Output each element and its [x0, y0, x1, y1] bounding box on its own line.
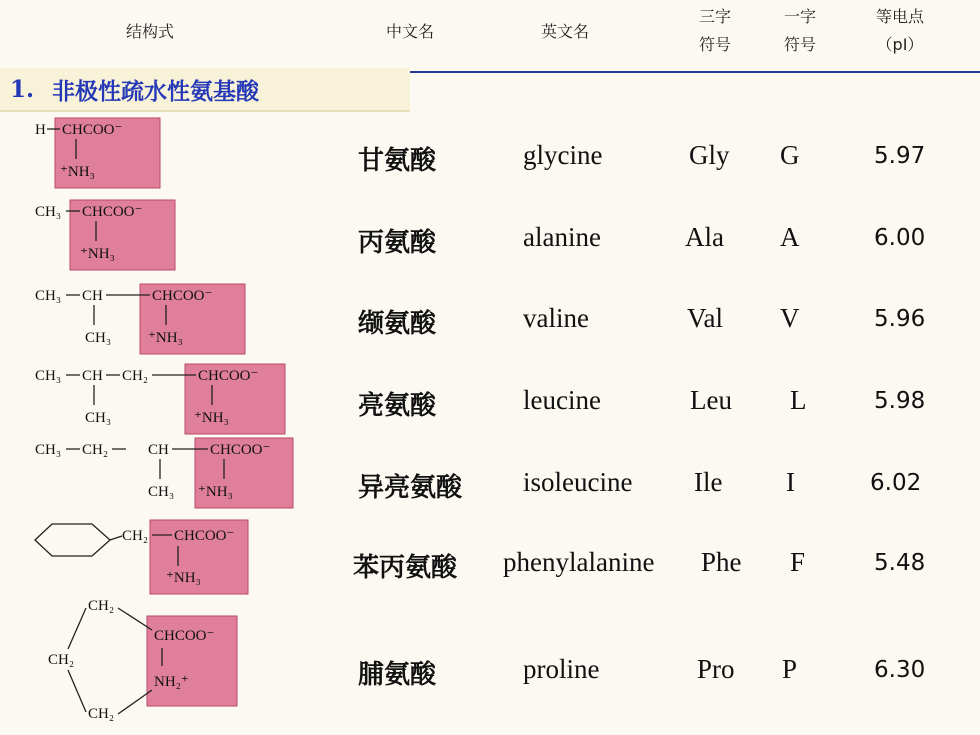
cell-cn: 甘氨酸 [358, 146, 437, 176]
header-english-name: 英文名 [540, 22, 589, 41]
cell-three: Ile [694, 467, 723, 497]
f-ch3-sub: CH₃ [85, 410, 112, 426]
cell-en: isoleucine [523, 467, 633, 497]
f-nh3: ⁺NH₃ [60, 164, 95, 180]
f-chcoo: CHCOO⁻ [210, 442, 271, 458]
cell-pi: 6.02 [870, 470, 922, 496]
header-three-letter-line2: 符号 [698, 35, 731, 54]
cell-cn: 苯丙氨酸 [353, 553, 458, 583]
cell-one: F [790, 547, 806, 577]
structure-glycine [0, 114, 330, 190]
section-number: 1. [10, 75, 35, 103]
header-chinese-name: 中文名 [385, 22, 434, 41]
header-three-letter-line1: 三字 [698, 7, 731, 26]
f-ch2-bottom: CH₂ [88, 706, 115, 722]
section-banner [0, 68, 410, 112]
cell-three: Pro [697, 654, 735, 684]
structure-phenylalanine [0, 516, 330, 596]
f-ch3: CH₃ [35, 288, 62, 304]
f-ch2-left: CH₂ [48, 652, 75, 668]
cell-three: Ala [685, 222, 724, 252]
f-nh3: ⁺NH₃ [148, 330, 183, 346]
cell-three: Leu [690, 385, 732, 415]
f-chcoo: CHCOO⁻ [152, 288, 213, 304]
f-ch2: CH₂ [122, 528, 149, 544]
cell-cn: 丙氨酸 [358, 228, 437, 258]
cell-pi: 5.97 [874, 143, 926, 169]
cell-cn: 缬氨酸 [358, 309, 437, 339]
f-chcoo: CHCOO⁻ [82, 204, 143, 220]
cell-one: I [786, 467, 795, 497]
cell-pi: 6.30 [874, 657, 926, 683]
cell-en: alanine [523, 222, 601, 252]
header-isoelectric-line1: 等电点 [875, 7, 924, 26]
cell-one: P [782, 654, 798, 684]
f-ch2: CH₂ [82, 442, 109, 458]
f-ch2-top: CH₂ [88, 598, 115, 614]
cell-cn: 脯氨酸 [358, 660, 437, 690]
f-ch3: CH₃ [35, 368, 62, 384]
cell-cn: 异亮氨酸 [358, 473, 463, 503]
cell-en: glycine [523, 140, 603, 170]
f-nh3: ⁺NH₃ [194, 410, 229, 426]
f-chcoo: CHCOO⁻ [154, 628, 215, 644]
cell-pi: 5.48 [874, 550, 926, 576]
header-rule [360, 71, 980, 73]
cell-pi: 5.96 [874, 306, 926, 332]
structure-leucine [0, 360, 330, 436]
header-isoelectric-line2: （pI） [876, 35, 924, 54]
cell-one: L [790, 385, 807, 415]
f-h: H [35, 122, 46, 138]
f-nh2: NH₂⁺ [154, 674, 189, 690]
header-isoelectric [855, 3, 945, 59]
f-chcoo: CHCOO⁻ [174, 528, 235, 544]
structure-alanine [0, 196, 330, 272]
f-ch3-sub: CH₃ [148, 484, 175, 500]
cell-one: A [780, 222, 800, 252]
cell-en: proline [523, 654, 600, 684]
cell-three: Phe [701, 547, 742, 577]
f-ch3: CH₃ [35, 204, 62, 220]
f-nh3: ⁺NH₃ [80, 246, 115, 262]
cell-pi: 5.98 [874, 388, 926, 414]
header-three-letter [685, 3, 745, 59]
cell-pi: 6.00 [874, 225, 926, 251]
f-ch: CH [82, 368, 103, 384]
f-ch: CH [148, 442, 169, 458]
cell-en: valine [523, 303, 589, 333]
structure-valine [0, 280, 330, 356]
f-ch3: CH₃ [35, 442, 62, 458]
cell-cn: 亮氨酸 [358, 391, 437, 421]
section-title: 非极性疏水性氨基酸 [52, 77, 260, 105]
cell-three: Gly [689, 140, 730, 170]
cell-en: leucine [523, 385, 601, 415]
f-ch: CH [82, 288, 103, 304]
f-chcoo: CHCOO⁻ [62, 122, 123, 138]
structure-isoleucine [0, 434, 330, 510]
cell-one: V [780, 303, 800, 333]
cell-three: Val [687, 303, 723, 333]
cell-one: G [780, 140, 800, 170]
f-ch3-sub: CH₃ [85, 330, 112, 346]
header-one-letter-line1: 一字 [783, 7, 816, 26]
cell-en: phenylalanine [503, 547, 655, 577]
f-nh3: ⁺NH₃ [166, 570, 201, 586]
header-one-letter-line2: 符号 [783, 35, 816, 54]
header-one-letter [770, 3, 830, 59]
f-nh3: ⁺NH₃ [198, 484, 233, 500]
f-chcoo: CHCOO⁻ [198, 368, 259, 384]
f-ch2: CH₂ [122, 368, 149, 384]
structure-proline [0, 594, 330, 724]
header-structure: 结构式 [125, 22, 174, 41]
